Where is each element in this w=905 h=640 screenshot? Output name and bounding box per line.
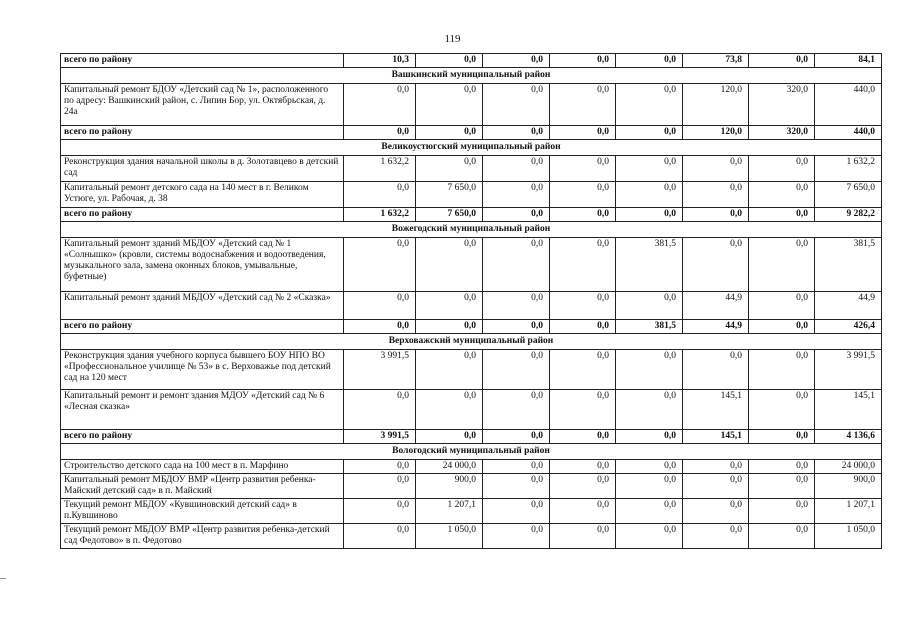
value-cell: 0,0: [416, 54, 483, 68]
total-value-cell: 1 207,1: [815, 499, 882, 524]
district-header-row: [61, 68, 882, 84]
value-cell: 0,0: [683, 474, 749, 499]
value-cell: 0,0: [616, 430, 683, 444]
value-cell: 0,0: [483, 208, 550, 222]
value-cell: 0,0: [483, 474, 550, 499]
value-cell: 0,0: [344, 499, 416, 524]
value-cell: 0,0: [683, 238, 749, 292]
value-cell: 0,0: [416, 238, 483, 292]
value-cell: 0,0: [550, 238, 616, 292]
value-cell: 1 632,2: [344, 208, 416, 222]
value-cell: 0,0: [616, 182, 683, 208]
district-name: Вологодский муниципальный район: [61, 444, 882, 460]
value-cell: 0,0: [344, 390, 416, 430]
value-cell: 320,0: [749, 84, 815, 126]
value-cell: 0,0: [550, 84, 616, 126]
total-label: всего по району: [61, 54, 344, 68]
value-cell: 0,0: [550, 208, 616, 222]
value-cell: 120,0: [683, 84, 749, 126]
value-cell: 0,0: [483, 320, 550, 334]
value-cell: 0,0: [483, 126, 550, 140]
value-cell: 0,0: [616, 84, 683, 126]
value-cell: 1 050,0: [416, 524, 483, 549]
project-name: Реконструкция здания начальной школы в д. Золотавцево в детский сад: [61, 156, 344, 182]
value-cell: 0,0: [683, 156, 749, 182]
district-header-row: [61, 444, 882, 460]
value-cell: 10,3: [344, 54, 416, 68]
value-cell: 0,0: [749, 208, 815, 222]
value-cell: 0,0: [749, 54, 815, 68]
value-cell: 73,8: [683, 54, 749, 68]
value-cell: 0,0: [749, 320, 815, 334]
total-value-cell: 900,0: [815, 474, 882, 499]
edge-mark: [0, 578, 6, 579]
value-cell: 120,0: [683, 126, 749, 140]
value-cell: 0,0: [749, 156, 815, 182]
total-label: всего по району: [61, 430, 344, 444]
value-cell: 0,0: [683, 208, 749, 222]
total-value-cell: 145,1: [815, 390, 882, 430]
value-cell: 0,0: [550, 182, 616, 208]
value-cell: 145,1: [683, 390, 749, 430]
value-cell: 0,0: [749, 499, 815, 524]
value-cell: 0,0: [616, 460, 683, 474]
project-name: Капитальный ремонт детского сада на 140 мест в г. Великом Устюге, ул. Рабочая, д. 38: [61, 182, 344, 208]
total-value-cell: 7 650,0: [815, 182, 882, 208]
value-cell: 24 000,0: [416, 460, 483, 474]
project-row: [61, 474, 882, 499]
value-cell: 0,0: [344, 292, 416, 320]
total-label: всего по району: [61, 126, 344, 140]
value-cell: 0,0: [683, 460, 749, 474]
district-total-row: [61, 430, 882, 444]
value-cell: 0,0: [550, 524, 616, 549]
project-name: Капитальный ремонт зданий МБДОУ «Детский сад № 1 «Солнышко» (кровли, системы водоснабжения и водоотведения, музыкального зала, замена оконных блоков, умывальные, буфетные): [61, 238, 344, 292]
district-total-row: [61, 126, 882, 140]
value-cell: 0,0: [483, 156, 550, 182]
value-cell: 381,5: [616, 238, 683, 292]
value-cell: 0,0: [749, 350, 815, 390]
district-name: Верховажский муниципальный район: [61, 334, 882, 350]
value-cell: 900,0: [416, 474, 483, 499]
project-row: [61, 499, 882, 524]
value-cell: 0,0: [344, 460, 416, 474]
value-cell: 0,0: [550, 390, 616, 430]
value-cell: 0,0: [483, 350, 550, 390]
total-value-cell: 4 136,6: [815, 430, 882, 444]
value-cell: 0,0: [483, 54, 550, 68]
total-value-cell: 3 991,5: [815, 350, 882, 390]
value-cell: 320,0: [749, 126, 815, 140]
value-cell: 0,0: [550, 350, 616, 390]
project-row: [61, 524, 882, 549]
value-cell: 0,0: [344, 126, 416, 140]
value-cell: 1 632,2: [344, 156, 416, 182]
value-cell: 0,0: [344, 320, 416, 334]
value-cell: 0,0: [416, 84, 483, 126]
value-cell: 0,0: [616, 499, 683, 524]
district-total-row: [61, 54, 882, 68]
total-value-cell: 440,0: [815, 126, 882, 140]
total-value-cell: 426,4: [815, 320, 882, 334]
value-cell: 0,0: [344, 182, 416, 208]
total-label: всего по району: [61, 208, 344, 222]
budget-table: [60, 53, 882, 549]
total-value-cell: 44,9: [815, 292, 882, 320]
value-cell: 0,0: [749, 430, 815, 444]
value-cell: 7 650,0: [416, 208, 483, 222]
value-cell: 0,0: [344, 524, 416, 549]
value-cell: 0,0: [683, 524, 749, 549]
value-cell: 0,0: [416, 156, 483, 182]
value-cell: 0,0: [550, 460, 616, 474]
value-cell: 0,0: [616, 390, 683, 430]
value-cell: 0,0: [416, 430, 483, 444]
value-cell: 0,0: [344, 84, 416, 126]
total-value-cell: 24 000,0: [815, 460, 882, 474]
value-cell: 1 207,1: [416, 499, 483, 524]
value-cell: 0,0: [616, 474, 683, 499]
value-cell: 44,9: [683, 292, 749, 320]
value-cell: 44,9: [683, 320, 749, 334]
value-cell: 0,0: [483, 238, 550, 292]
value-cell: 0,0: [683, 499, 749, 524]
district-total-row: [61, 320, 882, 334]
project-name: Капитальный ремонт зданий МБДОУ «Детский сад № 2 «Сказка»: [61, 292, 344, 320]
value-cell: 0,0: [416, 350, 483, 390]
district-name: Вожегодский муниципальный район: [61, 222, 882, 238]
project-name: Текущий ремонт МБДОУ ВМР «Центр развития ребенка-детский сад Федотово» в п. Федотово: [61, 524, 344, 549]
district-name: Вашкинский муниципальный район: [61, 68, 882, 84]
value-cell: 0,0: [749, 182, 815, 208]
project-row: [61, 182, 882, 208]
value-cell: 0,0: [749, 292, 815, 320]
value-cell: 145,1: [683, 430, 749, 444]
value-cell: 0,0: [550, 474, 616, 499]
value-cell: 0,0: [550, 292, 616, 320]
district-header-row: [61, 334, 882, 350]
value-cell: 0,0: [483, 524, 550, 549]
total-value-cell: 1 050,0: [815, 524, 882, 549]
value-cell: 0,0: [616, 524, 683, 549]
district-header-row: [61, 222, 882, 238]
value-cell: 0,0: [550, 320, 616, 334]
value-cell: 0,0: [749, 238, 815, 292]
value-cell: 0,0: [416, 390, 483, 430]
value-cell: 0,0: [616, 350, 683, 390]
value-cell: 0,0: [616, 156, 683, 182]
value-cell: 0,0: [416, 126, 483, 140]
total-value-cell: 440,0: [815, 84, 882, 126]
value-cell: 0,0: [616, 54, 683, 68]
value-cell: 0,0: [416, 292, 483, 320]
value-cell: 0,0: [550, 499, 616, 524]
value-cell: 0,0: [483, 430, 550, 444]
total-label: всего по району: [61, 320, 344, 334]
value-cell: 0,0: [683, 350, 749, 390]
value-cell: 0,0: [416, 320, 483, 334]
value-cell: 0,0: [616, 208, 683, 222]
value-cell: 0,0: [749, 460, 815, 474]
district-name: Великоустюгский муниципальный район: [61, 140, 882, 156]
project-name: Капитальный ремонт и ремонт здания МДОУ «Детский сад № 6 «Лесная сказка»: [61, 390, 344, 430]
value-cell: 3 991,5: [344, 430, 416, 444]
value-cell: 0,0: [344, 238, 416, 292]
project-name: Капитальный ремонт БДОУ «Детский сад № 1», расположенного по адресу: Вашкинский район, с. Липин Бор, ул. Октябрьская, д. 24а: [61, 84, 344, 126]
project-row: [61, 238, 882, 292]
value-cell: 0,0: [483, 390, 550, 430]
value-cell: 0,0: [749, 390, 815, 430]
project-row: [61, 460, 882, 474]
value-cell: 0,0: [550, 126, 616, 140]
district-header-row: [61, 140, 882, 156]
value-cell: 0,0: [749, 474, 815, 499]
total-value-cell: 381,5: [815, 238, 882, 292]
project-name: Строительство детского сада на 100 мест в п. Марфино: [61, 460, 344, 474]
value-cell: 0,0: [616, 292, 683, 320]
total-value-cell: 9 282,2: [815, 208, 882, 222]
value-cell: 0,0: [550, 54, 616, 68]
project-row: [61, 292, 882, 320]
project-row: [61, 350, 882, 390]
project-name: Реконструкция здания учебного корпуса бывшего БОУ НПО ВО «Профессиональное училище № 53» в с. Верховажье под детский сад на 120 мест: [61, 350, 344, 390]
value-cell: 0,0: [483, 182, 550, 208]
value-cell: 0,0: [749, 524, 815, 549]
value-cell: 3 991,5: [344, 350, 416, 390]
value-cell: 0,0: [616, 126, 683, 140]
value-cell: 0,0: [344, 474, 416, 499]
value-cell: 381,5: [616, 320, 683, 334]
project-row: [61, 156, 882, 182]
district-total-row: [61, 208, 882, 222]
project-row: [61, 84, 882, 126]
page-number: 119: [444, 33, 461, 45]
project-name: Текущий ремонт МБДОУ «Кувшиновский детский сад» в п.Кувшиново: [61, 499, 344, 524]
total-value-cell: 1 632,2: [815, 156, 882, 182]
project-row: [61, 390, 882, 430]
value-cell: 0,0: [483, 460, 550, 474]
project-name: Капитальный ремонт МБДОУ ВМР «Центр развития ребенка-Майский детский сад» в п. Майский: [61, 474, 344, 499]
value-cell: 0,0: [483, 499, 550, 524]
value-cell: 0,0: [483, 84, 550, 126]
value-cell: 0,0: [483, 292, 550, 320]
value-cell: 0,0: [550, 430, 616, 444]
total-value-cell: 84,1: [815, 54, 882, 68]
value-cell: 0,0: [550, 156, 616, 182]
value-cell: 0,0: [683, 182, 749, 208]
value-cell: 7 650,0: [416, 182, 483, 208]
